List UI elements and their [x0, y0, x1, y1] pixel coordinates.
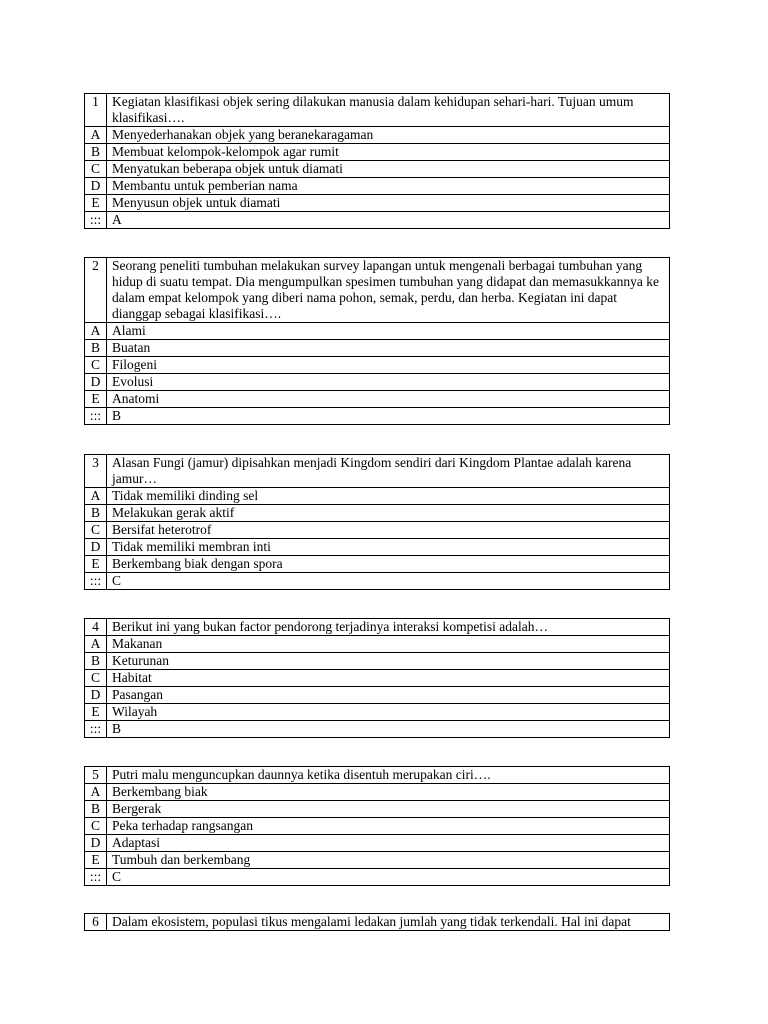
option-key: C: [85, 161, 107, 178]
option-text: Wilayah: [107, 704, 670, 721]
option-row: [85, 704, 670, 721]
option-text: Berkembang biak: [107, 784, 670, 801]
option-row: [85, 522, 670, 539]
option-row: [85, 539, 670, 556]
question-row: [85, 455, 670, 488]
option-key: D: [85, 687, 107, 704]
option-text: Anatomi: [107, 391, 670, 408]
option-key: D: [85, 178, 107, 195]
option-key: B: [85, 801, 107, 818]
answer-row: [85, 721, 670, 738]
question-row: [85, 767, 670, 784]
option-text: Filogeni: [107, 357, 670, 374]
option-text: Alami: [107, 323, 670, 340]
option-text: Keturunan: [107, 653, 670, 670]
option-row: [85, 488, 670, 505]
option-text: Evolusi: [107, 374, 670, 391]
option-text: Tidak memiliki membran inti: [107, 539, 670, 556]
option-text: Berkembang biak dengan spora: [107, 556, 670, 573]
option-key: D: [85, 374, 107, 391]
option-text: Bersifat heterotrof: [107, 522, 670, 539]
option-row: [85, 323, 670, 340]
option-row: [85, 556, 670, 573]
question-table-3: [84, 454, 670, 590]
question-row: [85, 619, 670, 636]
option-text: Makanan: [107, 636, 670, 653]
option-key: A: [85, 636, 107, 653]
question-number: 2: [85, 258, 107, 323]
option-row: [85, 195, 670, 212]
option-text: Pasangan: [107, 687, 670, 704]
answer-text: C: [107, 869, 670, 886]
option-row: [85, 340, 670, 357]
question-number: 5: [85, 767, 107, 784]
answer-row: [85, 869, 670, 886]
option-row: [85, 801, 670, 818]
option-key: E: [85, 556, 107, 573]
answer-text: C: [107, 573, 670, 590]
question-text: Alasan Fungi (jamur) dipisahkan menjadi Kingdom sendiri dari Kingdom Plantae adalah karena jamur…: [107, 455, 670, 488]
question-text: Berikut ini yang bukan factor pendorong terjadinya interaksi kompetisi adalah…: [107, 619, 670, 636]
option-key: C: [85, 670, 107, 687]
option-key: D: [85, 835, 107, 852]
option-row: [85, 835, 670, 852]
question-number: 4: [85, 619, 107, 636]
option-key: A: [85, 488, 107, 505]
question-table-6: [84, 913, 670, 931]
option-key: B: [85, 144, 107, 161]
option-row: [85, 687, 670, 704]
question-table-2: [84, 257, 670, 425]
option-row: [85, 670, 670, 687]
option-text: Menyederhanakan objek yang beranekaragaman: [107, 127, 670, 144]
option-row: [85, 636, 670, 653]
question-table-5: [84, 766, 670, 886]
option-key: B: [85, 340, 107, 357]
question-table-4: [84, 618, 670, 738]
answer-row: [85, 573, 670, 590]
question-text: Kegiatan klasifikasi objek sering dilakukan manusia dalam kehidupan sehari-hari. Tujuan umum klasifikasi….: [107, 94, 670, 127]
option-row: [85, 391, 670, 408]
option-key: E: [85, 852, 107, 869]
option-key: A: [85, 127, 107, 144]
option-text: Menyatukan beberapa objek untuk diamati: [107, 161, 670, 178]
option-text: Peka terhadap rangsangan: [107, 818, 670, 835]
option-row: [85, 357, 670, 374]
question-row: [85, 914, 670, 931]
question-number: 1: [85, 94, 107, 127]
option-key: D: [85, 539, 107, 556]
option-row: [85, 161, 670, 178]
option-key: C: [85, 818, 107, 835]
option-text: Melakukan gerak aktif: [107, 505, 670, 522]
option-text: Membuat kelompok-kelompok agar rumit: [107, 144, 670, 161]
option-text: Menyusun objek untuk diamati: [107, 195, 670, 212]
option-text: Habitat: [107, 670, 670, 687]
option-row: [85, 178, 670, 195]
question-row: [85, 94, 670, 127]
answer-key-marker: :::: [85, 721, 107, 738]
answer-key-marker: :::: [85, 408, 107, 425]
answer-row: [85, 212, 670, 229]
option-key: E: [85, 704, 107, 721]
option-text: Tidak memiliki dinding sel: [107, 488, 670, 505]
answer-text: A: [107, 212, 670, 229]
question-text: Putri malu menguncupkan daunnya ketika disentuh merupakan ciri….: [107, 767, 670, 784]
question-table-1: [84, 93, 670, 229]
option-text: Bergerak: [107, 801, 670, 818]
option-text: Membantu untuk pemberian nama: [107, 178, 670, 195]
option-text: Adaptasi: [107, 835, 670, 852]
option-text: Buatan: [107, 340, 670, 357]
option-key: B: [85, 653, 107, 670]
option-key: E: [85, 391, 107, 408]
option-row: [85, 505, 670, 522]
option-key: C: [85, 522, 107, 539]
option-key: B: [85, 505, 107, 522]
answer-key-marker: :::: [85, 573, 107, 590]
answer-row: [85, 408, 670, 425]
question-row: [85, 258, 670, 323]
option-key: A: [85, 323, 107, 340]
option-row: [85, 144, 670, 161]
question-text: Dalam ekosistem, populasi tikus mengalami ledakan jumlah yang tidak terkendali. Hal ini dapat: [107, 914, 670, 931]
question-text: Seorang peneliti tumbuhan melakukan survey lapangan untuk mengenali berbagai tumbuhan yang hidup di suatu tempat. Dia mengumpulkan spesimen tumbuhan yang didapat dan memasukkannya ke dalam empat kelompok yang diberi nama pohon, semak, perdu, dan herba. Kegiatan ini dapat dianggap sebagai klasifikasi….: [107, 258, 670, 323]
option-text: Tumbuh dan berkembang: [107, 852, 670, 869]
option-row: [85, 374, 670, 391]
answer-text: B: [107, 721, 670, 738]
answer-key-marker: :::: [85, 212, 107, 229]
option-row: [85, 818, 670, 835]
option-row: [85, 653, 670, 670]
question-number: 3: [85, 455, 107, 488]
option-row: [85, 852, 670, 869]
answer-key-marker: :::: [85, 869, 107, 886]
option-key: A: [85, 784, 107, 801]
option-key: C: [85, 357, 107, 374]
question-number: 6: [85, 914, 107, 931]
option-row: [85, 784, 670, 801]
option-key: E: [85, 195, 107, 212]
option-row: [85, 127, 670, 144]
answer-text: B: [107, 408, 670, 425]
